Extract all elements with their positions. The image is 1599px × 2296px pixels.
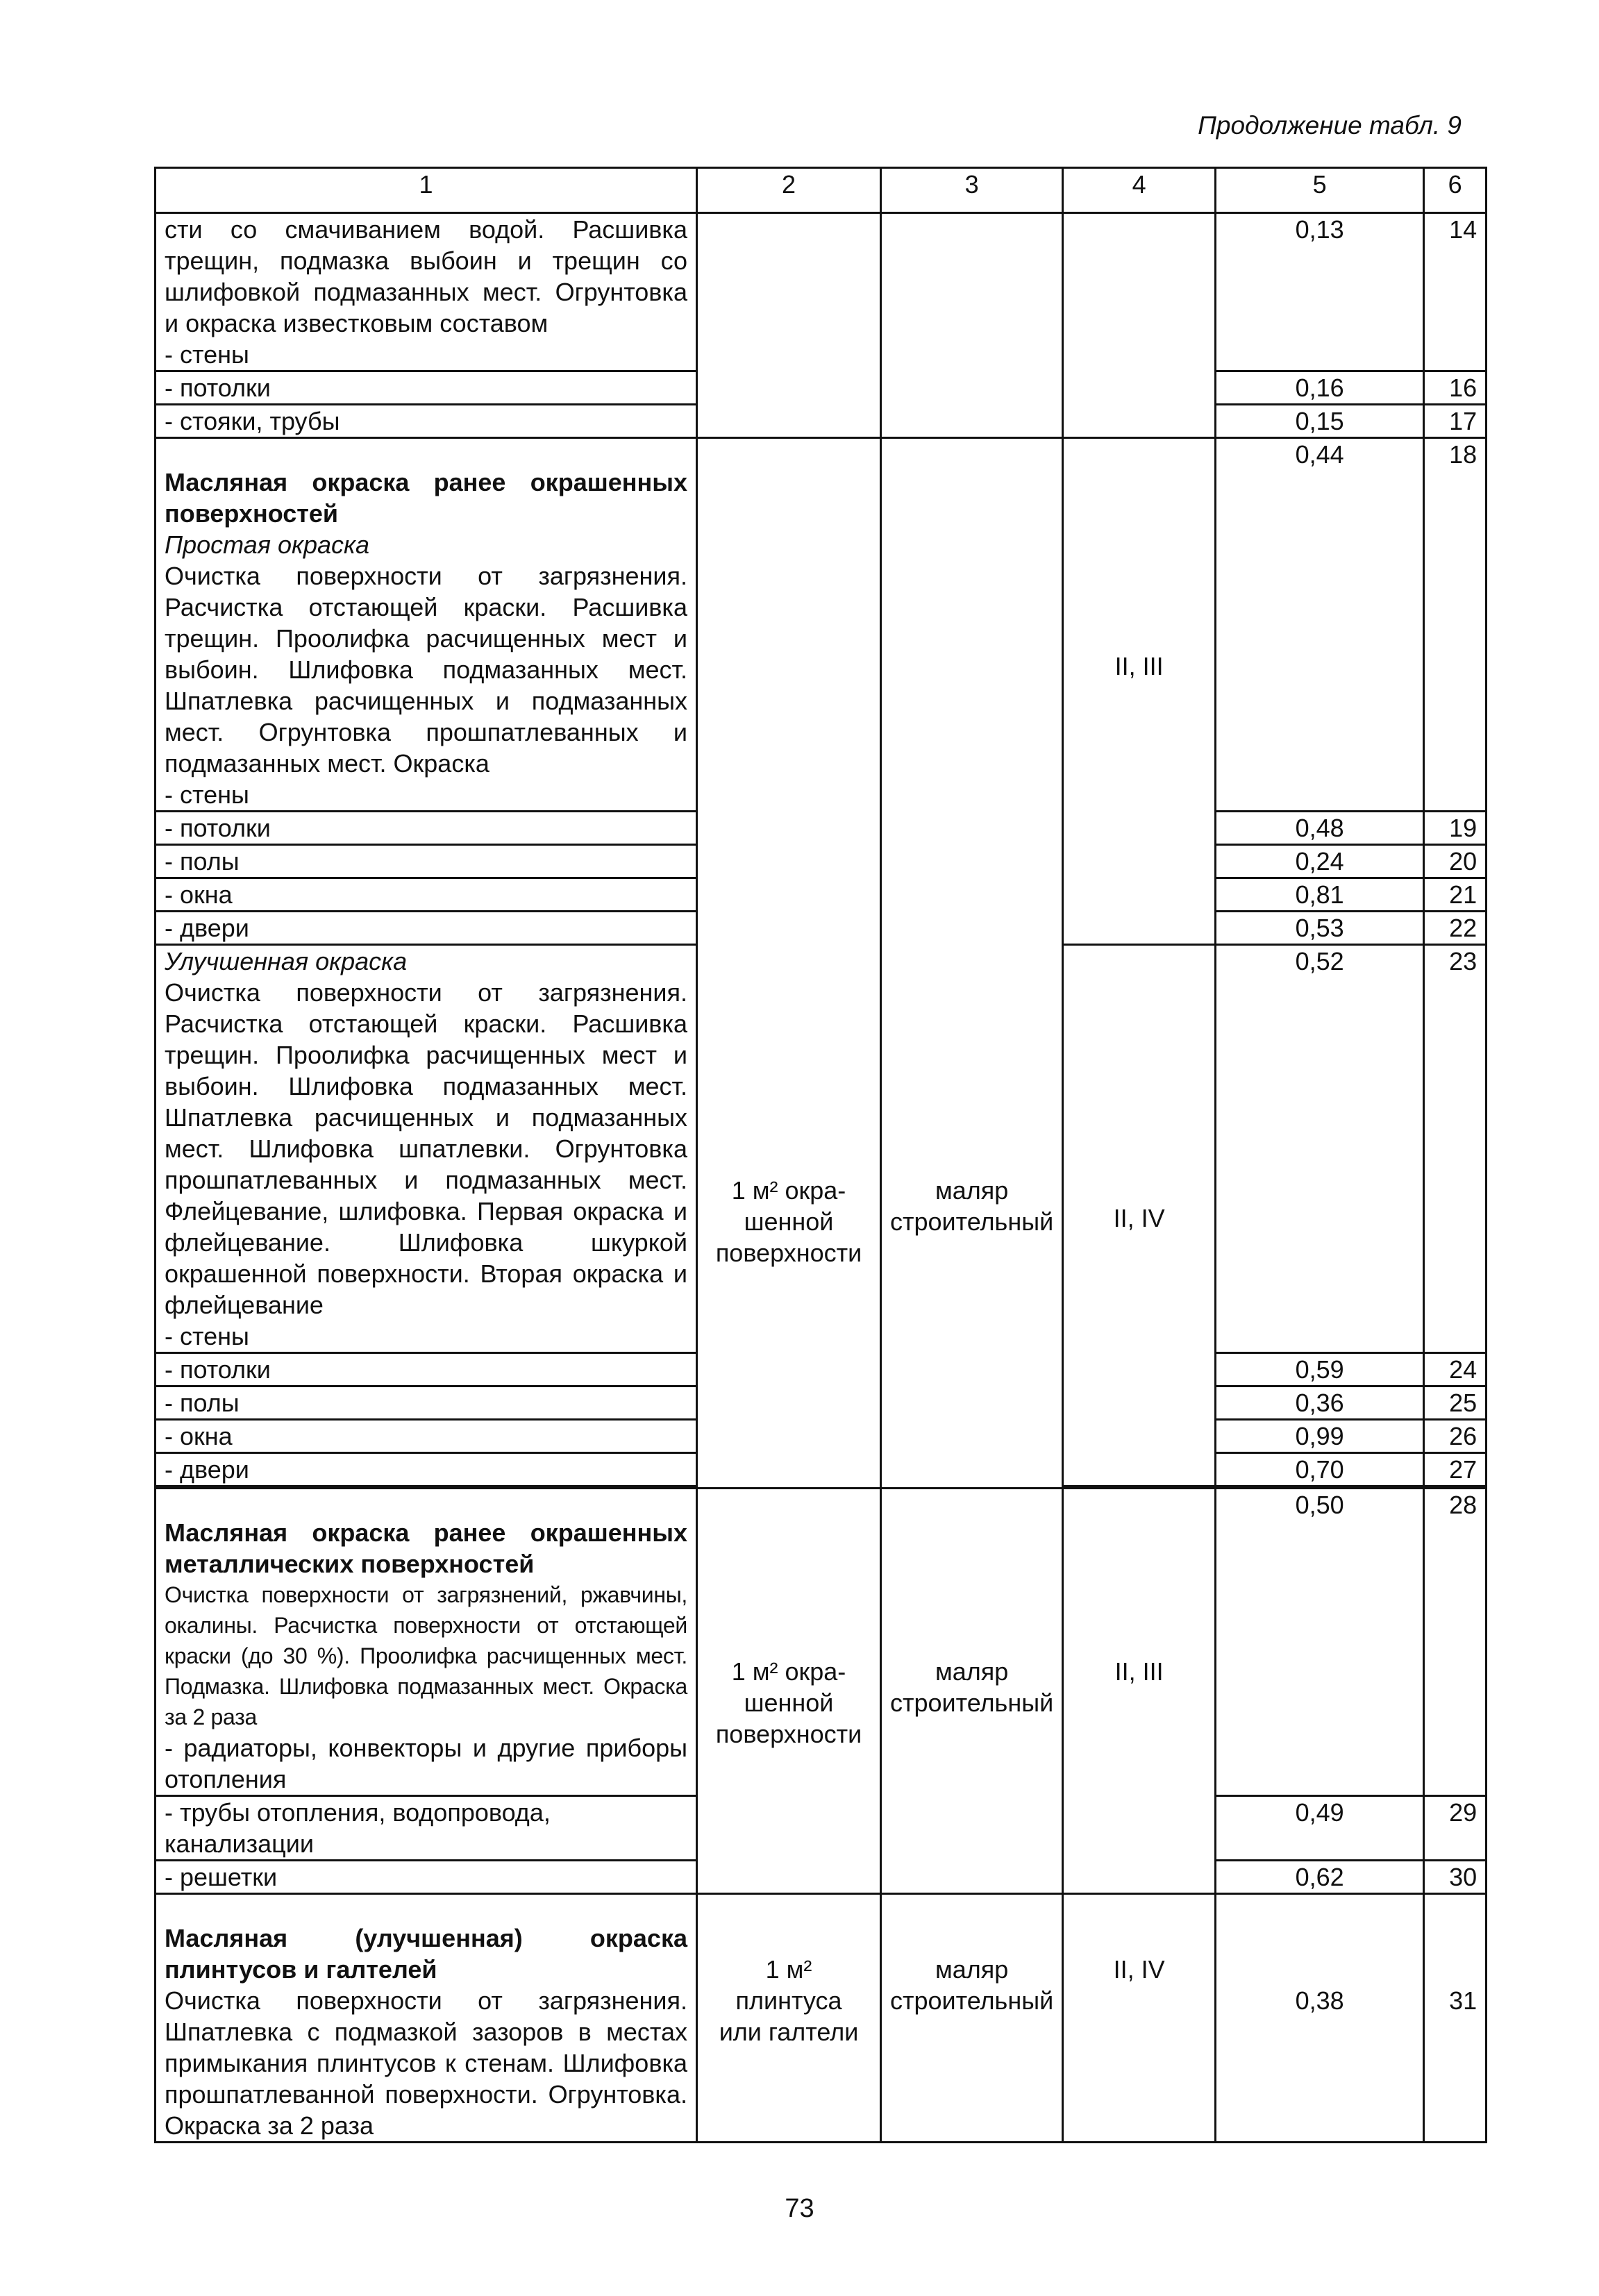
category-cell: II, IV [1063, 1894, 1216, 2143]
row-number: 21 [1424, 878, 1487, 912]
worker-cell: маляр строительный [881, 1489, 1063, 1894]
table-row [156, 438, 1487, 812]
norm-value: 0,44 [1216, 438, 1424, 812]
norm-value: 0,81 [1216, 878, 1424, 912]
table-row [156, 213, 1487, 371]
row-number: 24 [1424, 1353, 1487, 1386]
work-text: Очистка поверхности от загрязнения. Шпатлевка с подмазкой зазоров в местах примыкания плинтусов к стенам. Шлифовка прошпатлеванной поверхности. Огрунтовка. Окраска за 2 раза [165, 1986, 687, 2140]
row-number: 16 [1424, 371, 1487, 405]
header-col-4: 4 [1063, 168, 1216, 213]
unit-cell: 1 м² окра- шенной поверхности [697, 1489, 881, 1894]
table-continuation-label: Продолжение табл. 9 [1198, 111, 1462, 140]
unit-cell: 1 м² окра- шенной поверхности [697, 438, 881, 1489]
section-title: Масляная окраска ранее окрашенных поверхностей [165, 468, 687, 528]
work-text: сти со смачиванием водой. Расшивка трещин, подмазка выбоин и трещин со шлифовкой подмазанных мест. Огрунтовка и окраска известковым составом [165, 215, 687, 337]
norm-value: 0,99 [1216, 1420, 1424, 1453]
work-description [156, 1894, 697, 2143]
item-name: - потолки [156, 812, 697, 845]
header-col-3: 3 [881, 168, 1063, 213]
section-subtitle: Простая окраска [165, 530, 370, 559]
norm-value: 0,48 [1216, 812, 1424, 845]
norm-value: 0,52 [1216, 945, 1424, 1353]
header-col-5: 5 [1216, 168, 1424, 213]
norm-value: 0,59 [1216, 1353, 1424, 1386]
item-name: - стены [165, 1322, 249, 1350]
item-name: - двери [156, 912, 697, 945]
item-name: - стояки, трубы [156, 405, 697, 438]
item-name: - радиаторы, конвекторы и другие приборы отопления [165, 1734, 687, 1793]
category-cell: II, III [1063, 438, 1216, 945]
row-number: 30 [1424, 1861, 1487, 1894]
item-name: - потолки [156, 1353, 697, 1386]
unit-cell: 1 м² плинтуса или галтели [697, 1894, 881, 2143]
row-number: 25 [1424, 1386, 1487, 1420]
row-number: 27 [1424, 1453, 1487, 1486]
header-col-6: 6 [1424, 168, 1487, 213]
norm-value: 0,36 [1216, 1386, 1424, 1420]
section-title: Масляная окраска ранее окрашенных металлических поверхностей [165, 1518, 687, 1578]
row-number: 18 [1424, 438, 1487, 812]
item-name: - двери [156, 1453, 697, 1486]
norm-value: 0,13 [1216, 213, 1424, 371]
table-header-row [156, 168, 1487, 213]
work-description [156, 213, 697, 371]
worker-cell: маляр строительный [881, 1894, 1063, 2143]
row-number: 19 [1424, 812, 1487, 845]
work-text: Очистка поверхности от загрязнения. Расчистка отстающей краски. Расшивка трещин. Проолифка расчищенных мест и выбоин. Шлифовка подмазанных мест. Шпатлевка расчищенных и подмазанных мест. Шлифовка шпатлевки. Огрунтовка прошпатлеванных и подмазанных мест. Флейцевание, шлифовка. Первая окраска и флейцевание. Шлифовка шкуркой окрашенной поверхности. Вторая окраска и флейцевание [165, 978, 687, 1319]
section-title: Масляная (улучшенная) окраска плинтусов и галтелей [165, 1924, 687, 1984]
work-description [156, 945, 697, 1353]
item-name: - полы [156, 845, 697, 878]
norm-value: 0,16 [1216, 371, 1424, 405]
item-name: - трубы отопления, водопровода, канализации [156, 1796, 697, 1861]
work-description [156, 438, 697, 812]
row-number: 26 [1424, 1420, 1487, 1453]
item-name: - полы [156, 1386, 697, 1420]
row-number: 28 [1424, 1489, 1487, 1796]
header-col-1: 1 [156, 168, 697, 213]
norm-value: 0,62 [1216, 1861, 1424, 1894]
worker-cell: маляр строительный [881, 438, 1063, 1489]
norm-value: 0,50 [1216, 1489, 1424, 1796]
work-description [156, 1489, 697, 1796]
row-number: 22 [1424, 912, 1487, 945]
item-name: - окна [156, 878, 697, 912]
work-text: Очистка поверхности от загрязнений, ржавчины, окалины. Расчистка поверхности от отстающей краски (до 30 %). Проолифка расчищенных мест. Подмазка. Шлифовка подмазанных мест. Окраска за 2 раза [165, 1582, 687, 1729]
row-number: 14 [1424, 213, 1487, 371]
header-col-2: 2 [697, 168, 881, 213]
page-number: 73 [785, 2194, 814, 2223]
work-text: Очистка поверхности от загрязнения. Расчистка отстающей краски. Расшивка трещин. Проолифка расчищенных мест и выбоин. Шлифовка подмазанных мест. Шпатлевка расчищенных и подмазанных мест. Огрунтовка прошпатлеванных и подмазанных мест. Окраска [165, 562, 687, 778]
norms-table [154, 167, 1487, 2143]
norm-value: 0,24 [1216, 845, 1424, 878]
norm-value: 0,38 [1216, 1894, 1424, 2143]
norm-value: 0,15 [1216, 405, 1424, 438]
norm-value: 0,49 [1216, 1796, 1424, 1861]
category-cell: II, III [1063, 1489, 1216, 1894]
table-row [156, 1489, 1487, 1796]
row-number: 29 [1424, 1796, 1487, 1861]
table-row [156, 1894, 1487, 2143]
category-cell: II, IV [1063, 945, 1216, 1486]
item-name: - окна [156, 1420, 697, 1453]
section-subtitle: Улучшенная окраска [165, 947, 408, 975]
item-name: - стены [165, 340, 249, 369]
item-name: - потолки [156, 371, 697, 405]
norm-value: 0,70 [1216, 1453, 1424, 1486]
row-number: 20 [1424, 845, 1487, 878]
item-name: - стены [165, 780, 249, 809]
row-number: 31 [1424, 1894, 1487, 2143]
norm-value: 0,53 [1216, 912, 1424, 945]
item-name: - решетки [156, 1861, 697, 1894]
row-number: 23 [1424, 945, 1487, 1353]
row-number: 17 [1424, 405, 1487, 438]
